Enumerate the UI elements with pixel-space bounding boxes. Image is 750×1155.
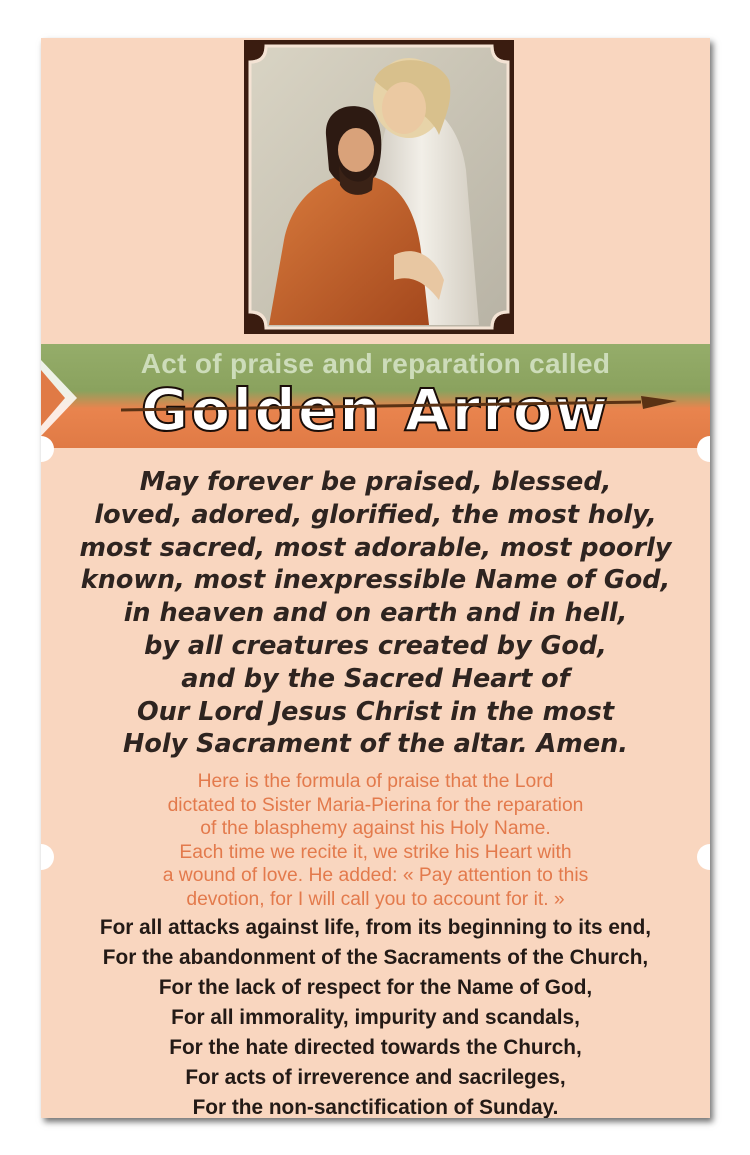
litany-line: For all attacks against life, from its beginning to its end, (99, 916, 652, 939)
note-line: of the blasphemy against his Holy Name. (200, 818, 551, 840)
reparation-litany (51, 913, 700, 1118)
litany-line: For the non-sanctification of Sunday. (192, 1096, 559, 1118)
prayer-line: known, most inexpressible Name of God, (80, 565, 671, 596)
litany-line: For the hate directed towards the Church, (169, 1036, 582, 1059)
litany-line: For the lack of respect for the Name of God, (158, 976, 593, 999)
prayer-line: in heaven and on earth and in hell, (123, 598, 628, 629)
litany-line: For the abandonment of the Sacraments of the Church, (102, 946, 649, 969)
prayer-card (41, 38, 710, 1118)
prayer-line: by all creatures created by God, (144, 630, 607, 661)
card-notch (697, 844, 710, 870)
litany-line: For acts of irreverence and sacrileges, (185, 1066, 566, 1089)
banner-subtitle: Act of praise and reparation called (140, 348, 611, 379)
card-notch (41, 844, 54, 870)
note-line: dictated to Sister Maria-Pierina for the reparation (167, 794, 584, 816)
prayer-line: Holy Sacrament of the altar. Amen. (123, 729, 628, 760)
devotional-picture (244, 40, 514, 334)
prayer-line: May forever be praised, blessed, (139, 467, 612, 497)
note-line: Here is the formula of praise that the Lord (197, 771, 554, 792)
jesus-embracing-man-image (244, 40, 514, 334)
note-line: Each time we recite it, we strike his Heart with (179, 841, 572, 863)
prayer-line: and by the Sacred Heart of (181, 663, 570, 694)
note-line: devotion, for I will call you to account for it. » (186, 888, 565, 910)
golden-arrow-prayer (71, 466, 680, 761)
banner-title: Golden Arrow (140, 376, 611, 444)
prayer-line: loved, adored, glorified, the most holy, (94, 499, 657, 530)
card-notch (697, 436, 710, 462)
prayer-line: most sacred, most adorable, most poorly (79, 532, 672, 563)
golden-arrow-icon (121, 392, 681, 422)
prayer-line: Our Lord Jesus Christ in the most (136, 696, 615, 727)
note-line: a wound of love. He added: « Pay attention to this (162, 865, 589, 887)
explanatory-note (61, 770, 690, 912)
litany-line: For all immorality, impurity and scandals, (171, 1006, 580, 1029)
